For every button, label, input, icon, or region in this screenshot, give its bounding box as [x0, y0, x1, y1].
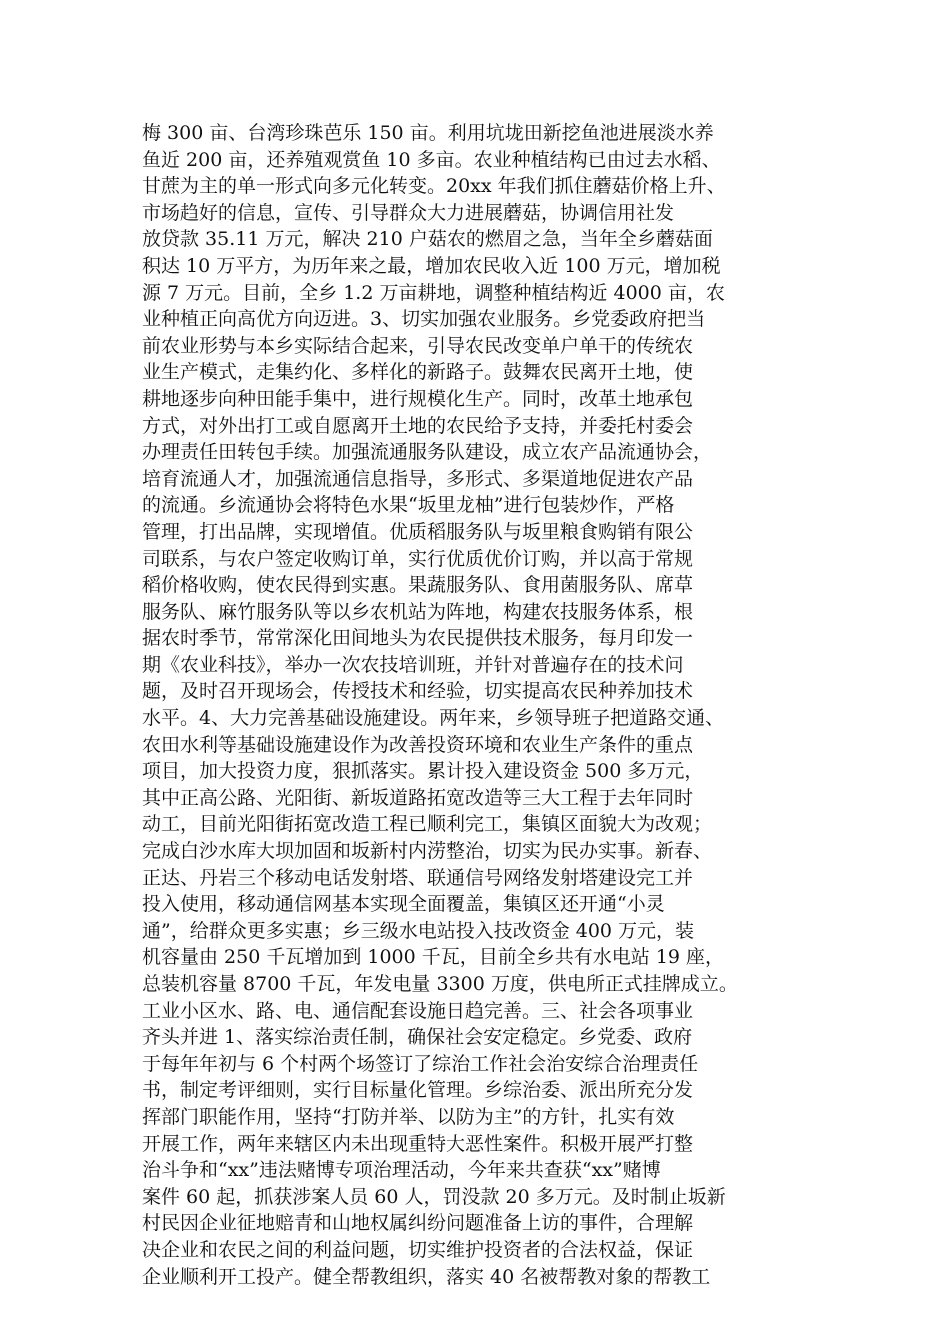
text-line: 办理责任田转包手续。加强流通服务队建设，成立农产品流通协会， [142, 441, 713, 464]
text-line: 业生产模式，走集约化、多样化的新路子。鼓舞农民离开土地，使 [142, 361, 694, 384]
text-line: 案件 60 起，抓获涉案人员 60 人，罚没款 20 多万元。及时制止坂新 [142, 1185, 726, 1208]
text-line: 农田水利等基础设施建设作为改善投资环境和农业生产条件的重点 [142, 733, 694, 756]
text-line: 书，制定考评细则，实行目标量化管理。乡综治委、派出所充分发 [142, 1079, 694, 1102]
text-line: 鱼近 200 亩，还养殖观赏鱼 10 多亩。农业种植结构已由过去水稻、 [142, 148, 721, 171]
text-line: 方式，对外出打工或自愿离开土地的农民给予支持，并委托村委会 [142, 414, 694, 437]
text-line: 齐头并进 1、落实综治责任制，确保社会安定稳定。乡党委、政府 [142, 1026, 693, 1049]
text-line: 正达、丹岩三个移动电话发射塔、联通信号网络发射塔建设完工并 [142, 866, 694, 889]
text-line: 期《农业科技》，举办一次农技培训班，并针对普遍存在的技术问 [142, 653, 684, 676]
text-line: 决企业和农民之间的利益问题，切实维护投资者的合法权益，保证 [142, 1238, 694, 1261]
text-line: 通”，给群众更多实惠；乡三级水电站投入技改资金 400 万元，装 [142, 919, 695, 942]
text-line: 于每年年初与 6 个村两个场签订了综治工作社会治安综合治理责任 [142, 1052, 699, 1075]
text-line: 机容量由 250 千瓦增加到 1000 千瓦，目前全乡共有水电站 19 座， [142, 946, 725, 969]
text-line: 项目，加大投资力度，狠抓落实。累计投入建设资金 500 多万元， [142, 760, 704, 783]
text-line: 前农业形势与本乡实际结合起来，引导农民改变单户单干的传统农 [142, 334, 694, 357]
text-line: 工业小区水、路、电、通信配套设施日趋完善。三、社会各项事业 [142, 999, 694, 1022]
text-line: 司联系，与农户签定收购订单，实行优质优价订购，并以高于常规 [142, 547, 694, 570]
text-line: 的流通。乡流通协会将特色水果“坂里龙柚”进行包装炒作，严格 [142, 494, 675, 517]
text-line: 耕地逐步向种田能手集中，进行规模化生产。同时，改革土地承包 [142, 387, 694, 410]
text-line: 治斗争和“xx”违法赌博专项治理活动，今年来共查获“xx”赌博 [142, 1159, 661, 1182]
text-line: 积达 10 万平方，为历年来之最，增加农民收入近 100 万元，增加税 [142, 254, 721, 277]
text-line: 服务队、麻竹服务队等以乡农机站为阵地，构建农技服务体系，根 [142, 600, 694, 623]
text-line: 据农时季节，常常深化田间地头为农民提供技术服务，每月印发一 [142, 627, 694, 650]
text-line: 管理，打出品牌，实现增值。优质稻服务队与坂里粮食购销有限公 [142, 520, 694, 543]
text-line: 开展工作，两年来辖区内未出现重特大恶性案件。积极开展严打整 [142, 1132, 694, 1155]
body-text [142, 120, 812, 1290]
text-line: 总装机容量 8700 千瓦，年发电量 3300 万度，供电所正式挂牌成立。 [142, 973, 738, 995]
text-line: 企业顺利开工投产。健全帮教组织，落实 40 名被帮教对象的帮教工 [142, 1265, 711, 1288]
text-line: 动工，目前光阳街拓宽改造工程已顺利完工，集镇区面貌大为改观； [142, 813, 713, 836]
text-line: 源 7 万元。目前，全乡 1.2 万亩耕地，调整种植结构近 4000 亩，农 [142, 281, 725, 304]
text-line: 村民因企业征地赔青和山地权属纠纷问题准备上访的事件，合理解 [142, 1212, 694, 1235]
text-line: 水平。4、大力完善基础设施建设。两年来，乡领导班子把道路交通、 [142, 707, 725, 730]
text-line: 投入使用，移动通信网基本实现全面覆盖，集镇区还开通“小灵 [142, 893, 665, 916]
text-line: 题，及时召开现场会，传授技术和经验，切实提高农民种养加技术 [142, 680, 694, 703]
text-line: 业种植正向高优方向迈进。3、切实加强农业服务。乡党委政府把当 [142, 308, 706, 331]
text-line: 挥部门职能作用，坚持“打防并举、以防为主”的方针，扎实有效 [142, 1105, 675, 1128]
text-line: 稻价格收购，使农民得到实惠。果蔬服务队、食用菌服务队、席草 [142, 574, 694, 597]
text-line: 甘蔗为主的单一形式向多元化转变。20xx 年我们抓住蘑菇价格上升、 [142, 175, 726, 198]
text-line: 市场趋好的信息，宣传、引导群众大力进展蘑菇，协调信用社发 [142, 201, 675, 224]
text-line: 梅 300 亩、台湾珍珠芭乐 150 亩。利用坑垅田新挖鱼池进展淡水养 [142, 122, 714, 144]
text-line: 培育流通人才，加强流通信息指导，多形式、多渠道地促进农产品 [142, 467, 694, 490]
text-line: 放贷款 35.11 万元，解决 210 户菇农的燃眉之急，当年全乡蘑菇面 [142, 228, 713, 251]
text-line: 完成白沙水库大坝加固和坂新村内涝整治，切实为民办实事。新春、 [142, 840, 713, 863]
text-line: 其中正高公路、光阳街、新坂道路拓宽改造等三大工程于去年同时 [142, 786, 694, 809]
